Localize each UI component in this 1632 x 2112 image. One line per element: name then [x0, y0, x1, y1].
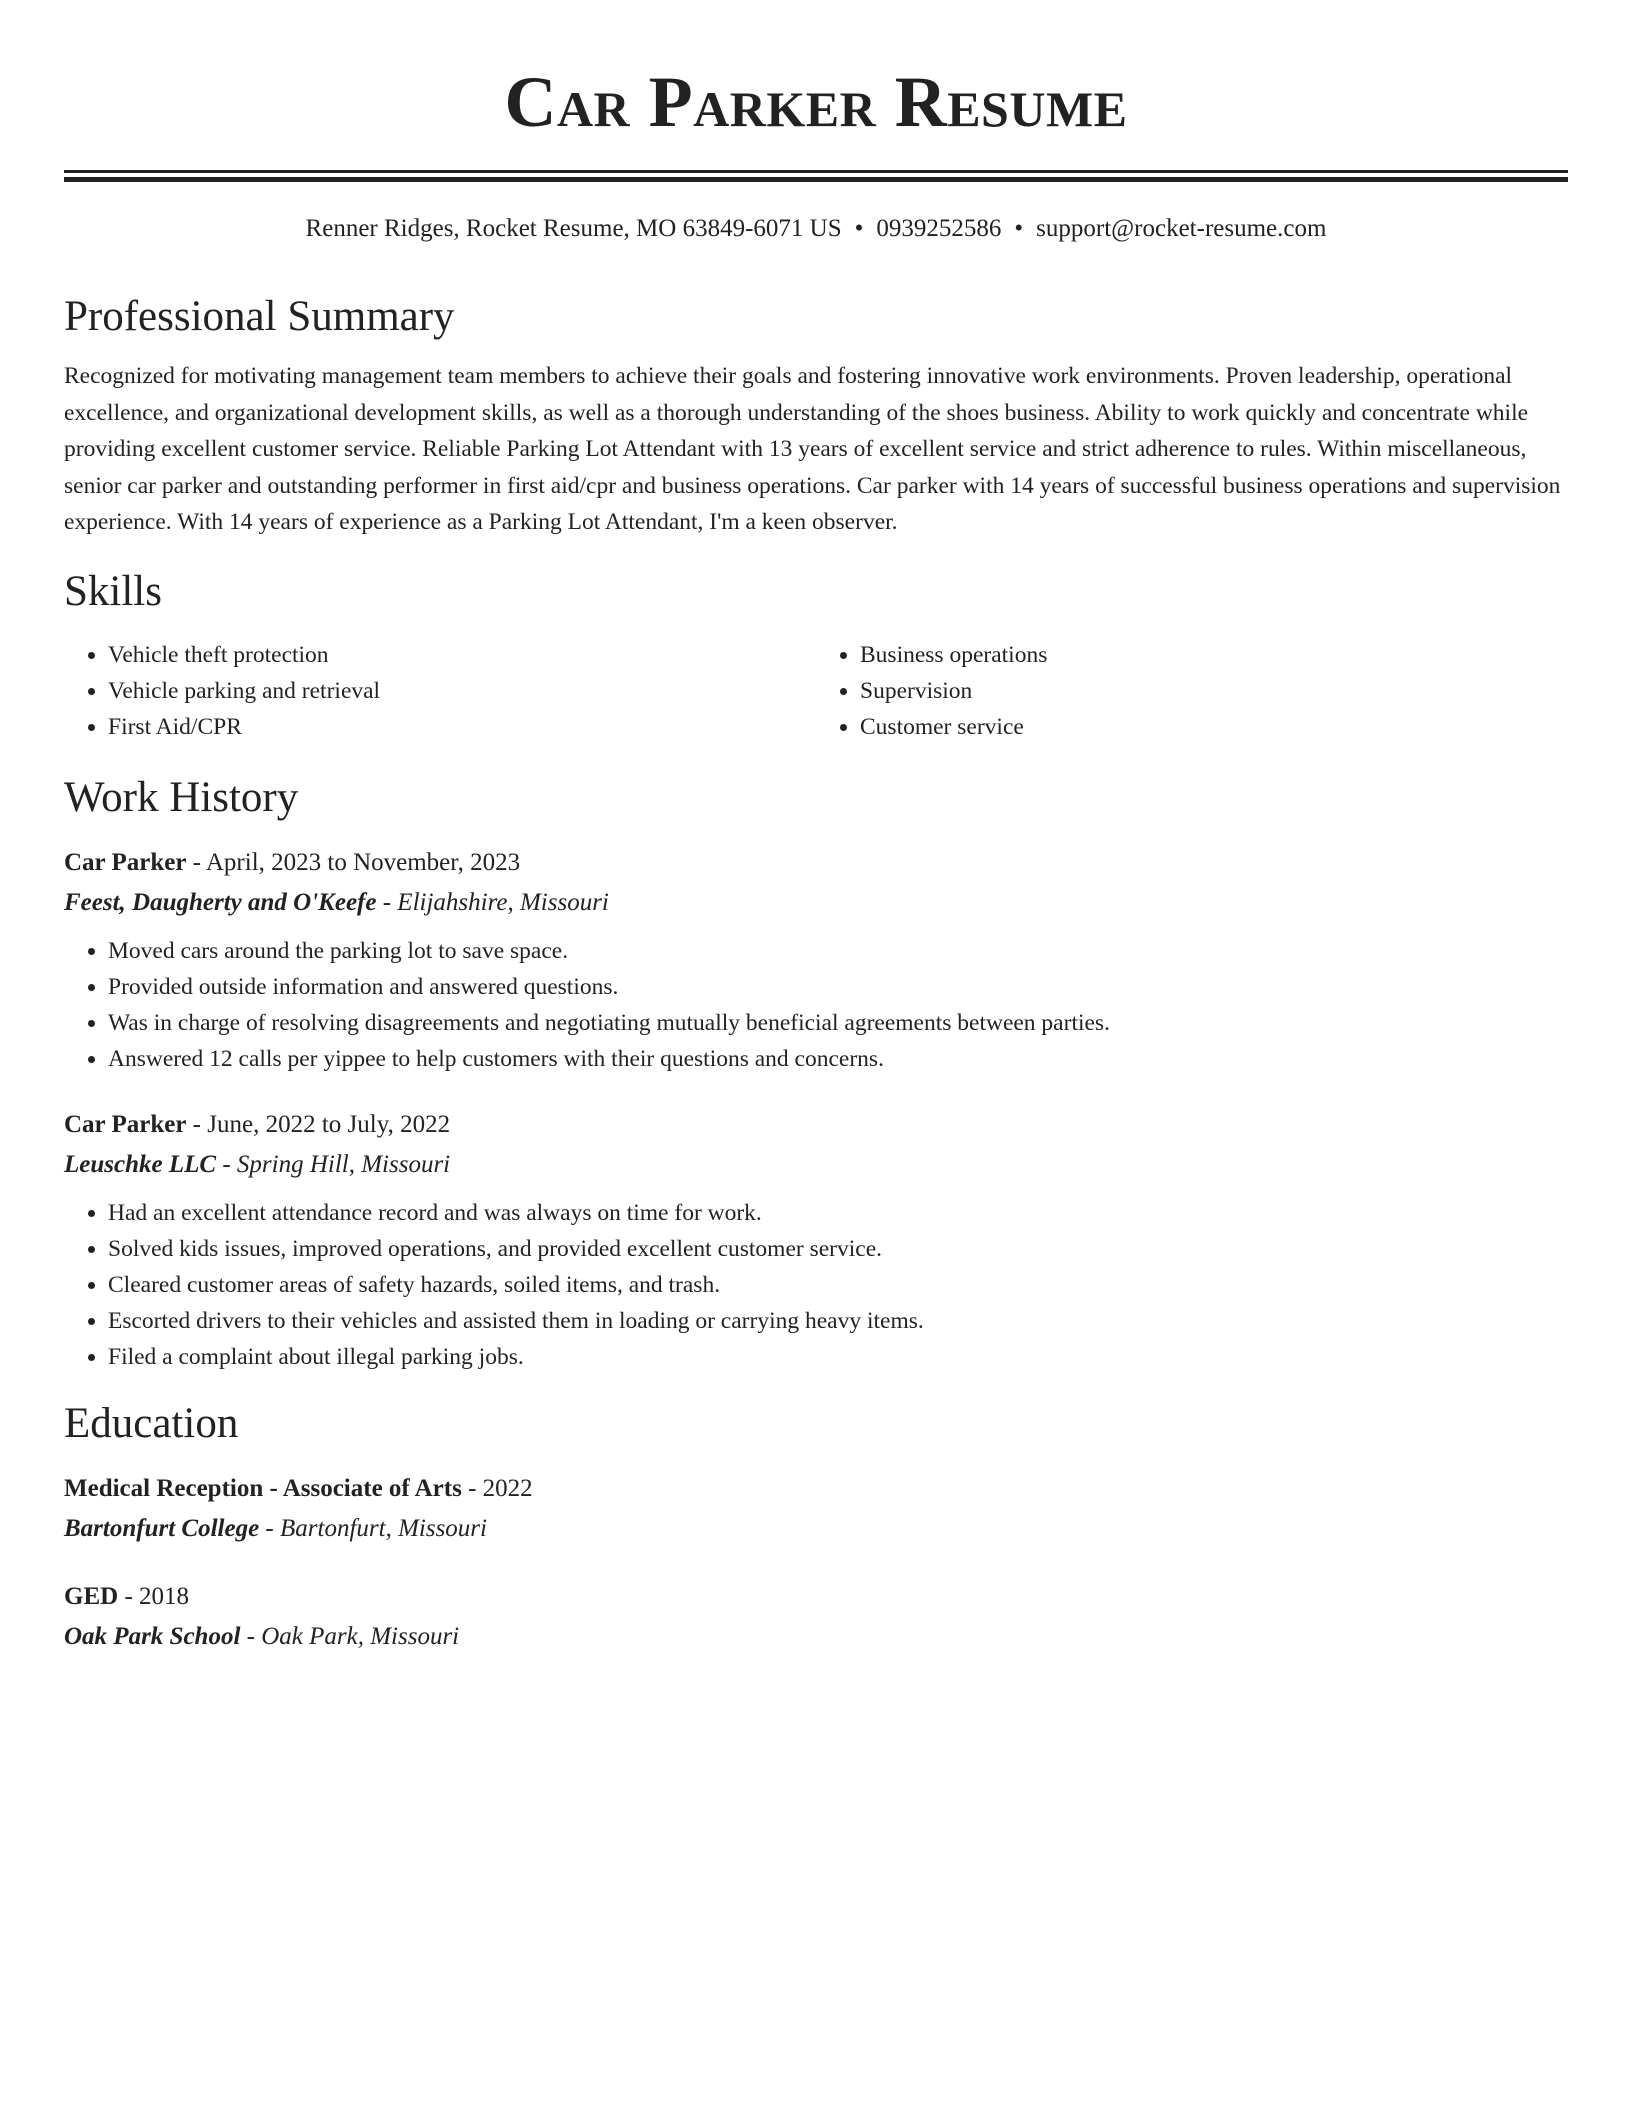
company-location: - Elijahshire, Missouri [376, 888, 609, 916]
summary-text: Recognized for motivating management team members to achieve their goals and fostering innovative work environments. Proven leadership, operational excellence, and organizational development skills, as well as a thorough understanding of the shoes business. Ability to work quickly and concentrate while providing excellent customer service. Reliable Parking Lot Attendant with 13 years of excellent service and strict adherence to rules. Within miscellaneous, senior car parker and outstanding performer in first aid/cpr and business operations. Car parker with 14 years of successful business operations and supervision experience. With 14 years of experience as a Parking Lot Attendant, I'm a keen observer. [64, 363, 1561, 535]
job-title-line [64, 843, 1568, 883]
education-heading: Education [64, 1399, 239, 1447]
skills-list [64, 637, 1568, 745]
school-location: - Bartonfurt, Missouri [259, 1514, 487, 1542]
degree-line [64, 1469, 1568, 1509]
company-line [64, 883, 1568, 923]
school-line [64, 1617, 1568, 1657]
school-name: Oak Park School [64, 1622, 241, 1650]
contact-separator: • [1014, 215, 1024, 242]
job-dates: - June, 2022 to July, 2022 [186, 1110, 451, 1138]
school-name: Bartonfurt College [64, 1514, 260, 1542]
summary-heading: Professional Summary [64, 293, 455, 340]
job-dates: - April, 2023 to November, 2023 [186, 848, 521, 876]
duty-item: • Escorted drivers to their vehicles and assisted them in loading or carrying heavy items. [108, 1303, 1568, 1339]
skills-heading: Skills [64, 567, 162, 615]
work-history-heading: Work History [64, 773, 299, 821]
skill-item: • Vehicle theft protection [108, 637, 816, 673]
school-location: - Oak Park, Missouri [240, 1622, 460, 1650]
title-double-rule [64, 170, 1568, 182]
education-entry [64, 1469, 1568, 1549]
education-entry [64, 1577, 1568, 1657]
skills-column-right [816, 637, 1568, 745]
duty-item: • Was in charge of resolving disagreements and negotiating mutually beneficial agreements between parties. [108, 1005, 1568, 1041]
company-location: - Spring Hill, Missouri [216, 1150, 451, 1178]
degree-year: - 2018 [118, 1582, 190, 1610]
job-entry [64, 843, 1568, 1077]
skill-item: • Customer service [860, 709, 1568, 745]
school-line [64, 1509, 1568, 1549]
skills-column-left [64, 637, 816, 745]
duty-item: • Moved cars around the parking lot to save space. [108, 933, 1568, 969]
contact-phone: 0939252586 [876, 215, 1002, 242]
skill-item: • Supervision [860, 673, 1568, 709]
duty-item: • Solved kids issues, improved operations, and provided excellent customer service. [108, 1231, 1568, 1267]
contact-address: Renner Ridges, Rocket Resume, MO 63849-6071 US [305, 215, 842, 242]
job-duties [64, 933, 1568, 1077]
contact-separator: • [854, 215, 864, 242]
skill-item: • Business operations [860, 637, 1568, 673]
job-title-line [64, 1105, 1568, 1145]
job-title: Car Parker [64, 1110, 187, 1138]
degree-name: GED [64, 1582, 119, 1610]
duty-item: • Filed a complaint about illegal parking jobs. [108, 1339, 1568, 1375]
job-title: Car Parker [64, 848, 187, 876]
duty-item: • Had an excellent attendance record and was always on time for work. [108, 1195, 1568, 1231]
company-line [64, 1145, 1568, 1185]
degree-line [64, 1577, 1568, 1617]
contact-email: support@rocket-resume.com [1036, 215, 1327, 242]
job-entry [64, 1105, 1568, 1375]
company-name: Feest, Daugherty and O'Keefe [64, 888, 377, 916]
job-duties [64, 1195, 1568, 1375]
degree-year: - 2022 [461, 1474, 533, 1502]
company-name: Leuschke LLC [64, 1150, 217, 1178]
degree-name: Medical Reception - Associate of Arts [64, 1474, 462, 1502]
contact-line [64, 212, 1568, 246]
duty-item: • Cleared customer areas of safety hazards, soiled items, and trash. [108, 1267, 1568, 1303]
duty-item: • Provided outside information and answered questions. [108, 969, 1568, 1005]
skill-item: • First Aid/CPR [108, 709, 816, 745]
duty-item: • Answered 12 calls per yippee to help customers with their questions and concerns. [108, 1041, 1568, 1077]
skill-item: • Vehicle parking and retrieval [108, 673, 816, 709]
resume-title: Car Parker Resume [504, 62, 1128, 142]
